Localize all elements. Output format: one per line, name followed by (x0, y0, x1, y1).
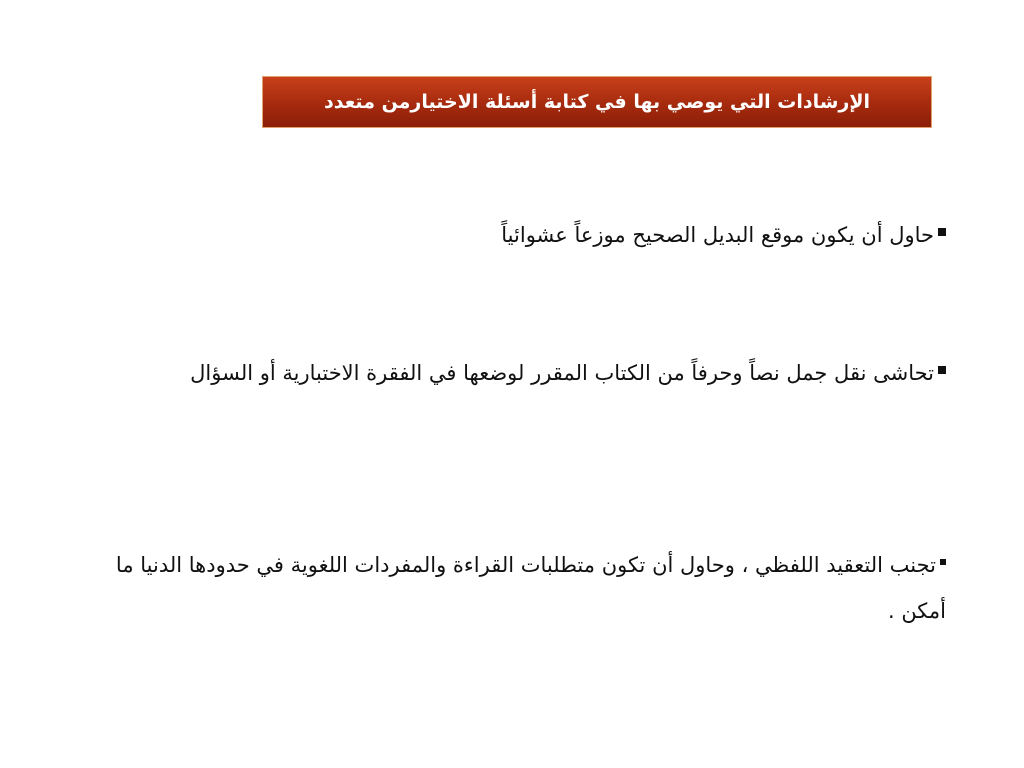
bullet-item (80, 542, 946, 634)
square-bullet-icon (940, 559, 946, 565)
bullet-text: تحاشى نقل جمل نصاً وحرفاً من الكتاب المقرر لوضعها في الفقرة الاختبارية أو السؤال (190, 361, 934, 385)
square-bullet-icon (938, 366, 946, 374)
bullet-text: حاول أن يكون موقع البديل الصحيح موزعاً عشوائياً (501, 223, 934, 247)
bullet-item (80, 212, 946, 258)
square-bullet-icon (938, 228, 946, 236)
slide-title: الإرشادات التي يوصي بها في كتابة أسئلة الاختيارمن متعدد (323, 91, 871, 113)
slide-title-bar (262, 76, 932, 128)
bullet-text: تجنب التعقيد اللفظي ، وحاول أن تكون متطلبات القراءة والمفردات اللغوية في حدودها الدنيا ما أمكن . (115, 553, 946, 623)
bullet-item (80, 350, 946, 396)
